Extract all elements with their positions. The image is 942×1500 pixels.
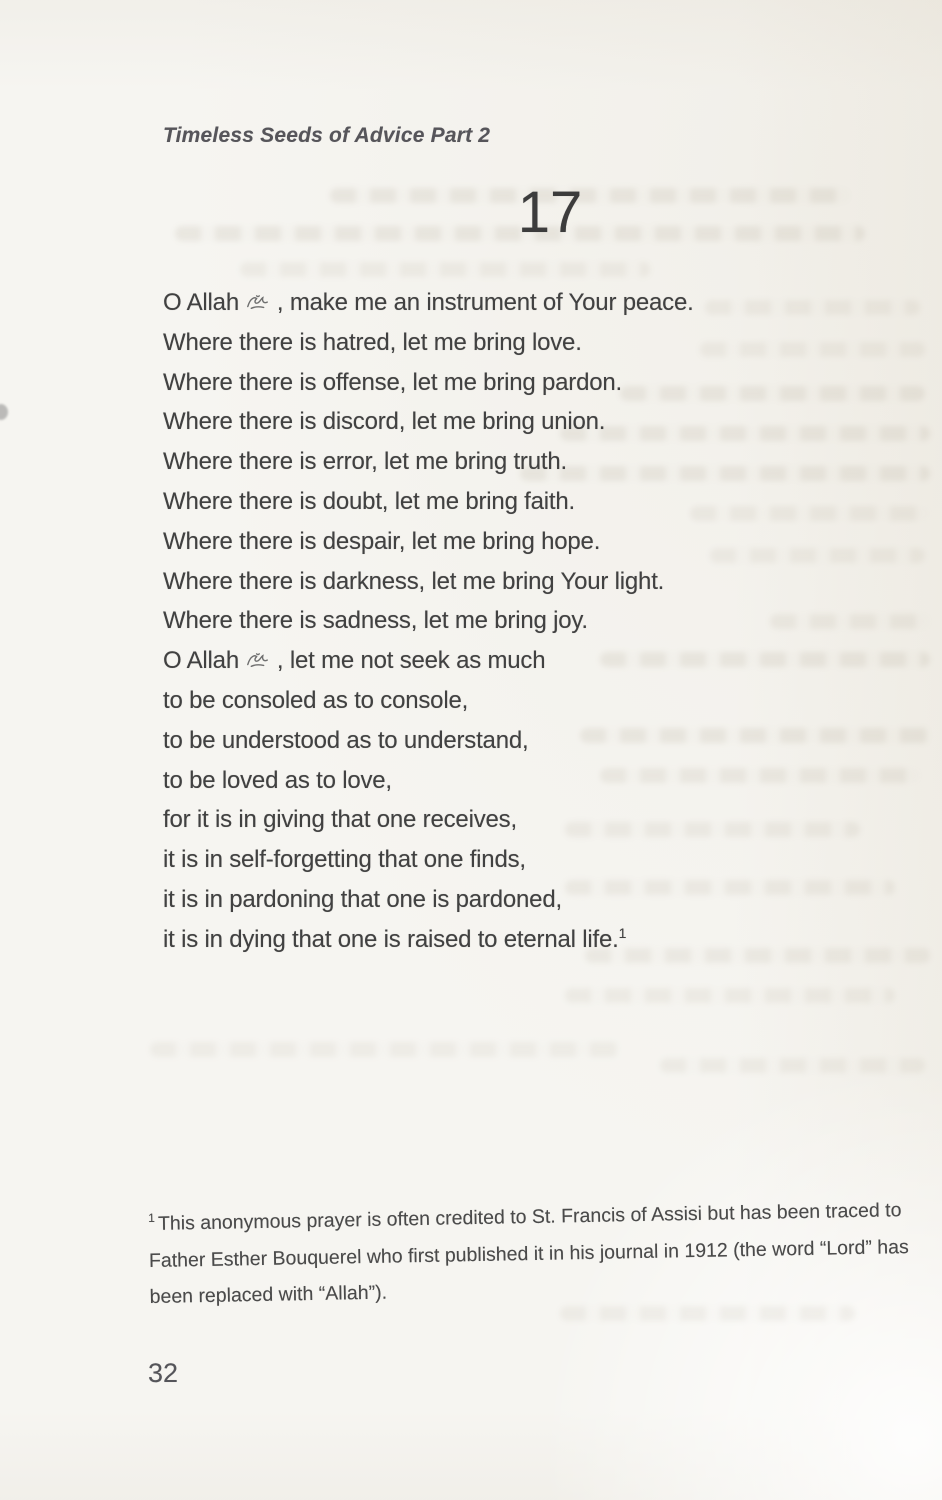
poem-line <box>163 363 823 403</box>
chapter-number: 17 <box>517 180 583 245</box>
poem-line <box>163 522 823 562</box>
poem-line <box>163 482 823 522</box>
poem-line-text: Where there is error, let me bring truth. <box>163 448 567 476</box>
poem-line-text: to be consoled as to console, <box>163 686 469 714</box>
poem-line <box>163 721 823 761</box>
poem-line-text: to be understood as to understand, <box>163 726 529 754</box>
poem-line-text: , make me an instrument of Your peace. <box>276 289 694 316</box>
poem-line-text: Where there is sadness, let me bring joy. <box>163 607 588 635</box>
bleed-through-ghost <box>660 1058 925 1073</box>
poem-line <box>163 442 823 482</box>
poem-line-text: Where there is darkness, let me bring Your light. <box>163 567 665 595</box>
footnote-text: This anonymous prayer is often credited to St. Francis of Assisi but has been traced to Father Esther Bouquerel who first published it in his journal in 1912 (the word “Lord” has been replaced with “Allah”). <box>148 1199 909 1308</box>
poem-line-text: O Allah <box>163 289 246 316</box>
allah-honorific-icon <box>246 294 269 312</box>
bleed-through-ghost <box>565 988 895 1003</box>
poem-line <box>163 840 823 880</box>
running-header: Timeless Seeds of Advice Part 2 <box>163 124 491 147</box>
bleed-through-ghost <box>150 1042 620 1057</box>
poem-line-text: Where there is discord, let me bring union. <box>163 408 606 436</box>
footnote-marker: 1 <box>148 1210 156 1225</box>
poem-line <box>163 283 823 323</box>
bleed-through-ghost <box>560 1306 855 1321</box>
poem-line <box>163 920 823 960</box>
poem-line <box>163 681 823 721</box>
poem-line-text: Where there is doubt, let me bring faith. <box>163 487 576 515</box>
poem-line-text: O Allah <box>163 647 246 675</box>
bleed-through-ghost <box>240 262 650 277</box>
page-number: 32 <box>148 1358 179 1388</box>
poem-line <box>163 800 823 840</box>
allah-honorific-icon <box>246 652 269 670</box>
poem-line-text: it is in self-forgetting that one finds, <box>163 846 526 874</box>
poem-line <box>163 880 823 920</box>
poem-line <box>163 562 823 602</box>
footnote-reference: 1 <box>618 924 627 941</box>
poem-line-text: Where there is hatred, let me bring love. <box>163 328 582 356</box>
poem-line-text: Where there is offense, let me bring pardon. <box>163 368 623 396</box>
poem-line-text: for it is in giving that one receives, <box>163 806 517 834</box>
poem-line-text: , let me not seek as much <box>276 647 546 675</box>
poem-line-text: to be loved as to love, <box>163 766 392 794</box>
scan-edge-mark <box>0 404 8 420</box>
poem-line-text: it is in dying that one is raised to eternal life. <box>163 925 619 953</box>
poem-line <box>163 761 823 801</box>
prayer-poem <box>163 283 823 960</box>
poem-line <box>163 402 823 442</box>
footnote <box>148 1192 938 1316</box>
poem-line <box>163 641 823 681</box>
poem-line <box>163 601 823 641</box>
poem-line <box>163 323 823 363</box>
poem-line-text: Where there is despair, let me bring hope. <box>163 527 601 555</box>
poem-line-text: it is in pardoning that one is pardoned, <box>163 885 562 913</box>
